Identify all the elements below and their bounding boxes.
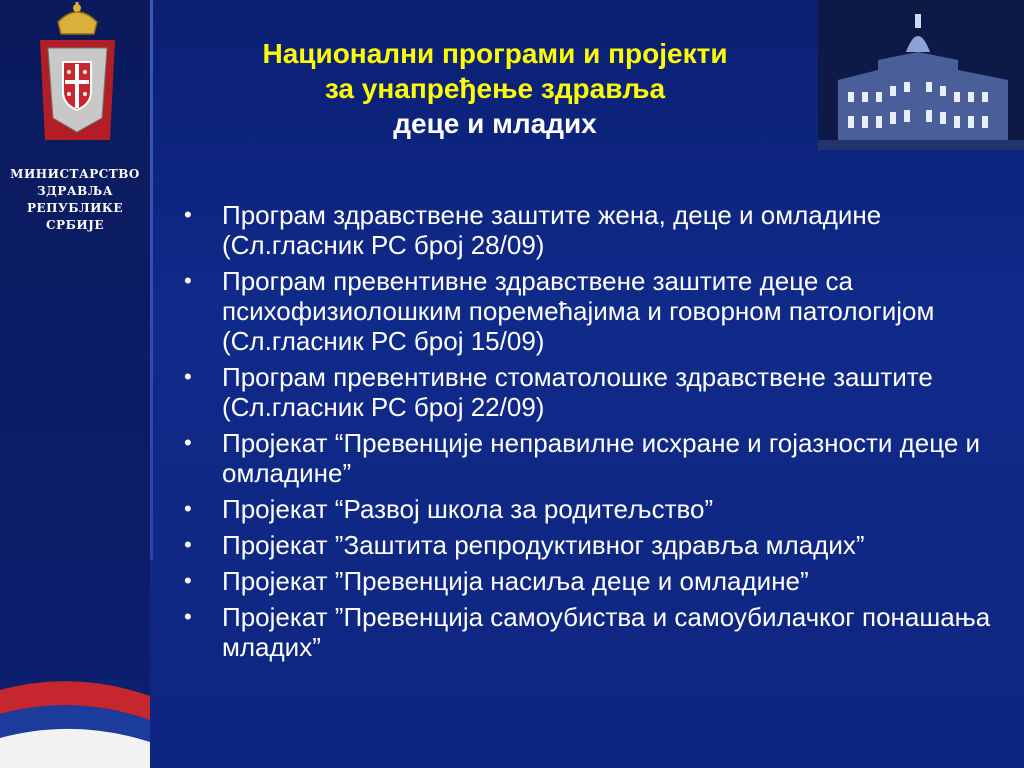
bullet-icon: • bbox=[184, 568, 192, 593]
bullet-icon: • bbox=[184, 604, 192, 629]
bullet-icon: • bbox=[184, 268, 192, 293]
bullet-icon: • bbox=[184, 202, 192, 227]
coat-of-arms-icon bbox=[30, 0, 125, 150]
list-item bbox=[182, 200, 1012, 260]
bullet-icon: • bbox=[184, 364, 192, 389]
list-item bbox=[182, 602, 1012, 662]
bullet-icon: • bbox=[184, 532, 192, 557]
list-item-text: Програм здравствене заштите жена, деце и омладине (Сл.гласник РС број 28/09) bbox=[222, 200, 882, 260]
bullet-list bbox=[182, 200, 1012, 668]
list-item-text: Пројекат “Развој школа за родитељство” bbox=[222, 494, 714, 524]
list-item-text: Програм превентивне здравствене заштите деце са психофизиолошким поремећајима и говорном патологијом (Сл.гласник РС број 15/09) bbox=[222, 266, 935, 356]
ministry-line-1: МИНИСТАРСТВО bbox=[10, 167, 140, 181]
list-item-text: Пројекат ”Заштита репродуктивног здравља младих” bbox=[222, 530, 865, 560]
government-building-image bbox=[818, 0, 1024, 150]
list-item bbox=[182, 530, 1012, 560]
list-item bbox=[182, 266, 1012, 356]
list-item bbox=[182, 428, 1012, 488]
list-item bbox=[182, 566, 1012, 596]
ministry-line-2: ЗДРАВЉА bbox=[37, 184, 113, 198]
list-item bbox=[182, 494, 1012, 524]
slide-title bbox=[150, 36, 840, 141]
ministry-line-4: СРБИЈЕ bbox=[46, 218, 104, 232]
bullet-icon: • bbox=[184, 430, 192, 455]
title-line-2: за унапређење здравља bbox=[324, 73, 666, 104]
bullet-icon: • bbox=[184, 496, 192, 521]
list-item-text: Пројекат ”Превенција самоубиства и самоубилачког понашања младих” bbox=[222, 602, 991, 662]
title-line-3: деце и младих bbox=[393, 108, 597, 139]
list-item bbox=[182, 362, 1012, 422]
list-item-text: Пројекат ”Превенција насиља деце и омладине” bbox=[222, 566, 809, 596]
flag-icon bbox=[0, 676, 150, 768]
ministry-line-3: РЕПУБЛИКЕ bbox=[26, 201, 123, 215]
title-line-1: Национални програми и пројекти bbox=[262, 38, 728, 69]
list-item-text: Програм превентивне стоматолошке здравствене заштите (Сл.гласник РС број 22/09) bbox=[222, 362, 933, 422]
list-item-text: Пројекат “Превенције неправилне исхране и гојазности деце и омладине” bbox=[222, 428, 981, 488]
ministry-label bbox=[6, 166, 144, 234]
